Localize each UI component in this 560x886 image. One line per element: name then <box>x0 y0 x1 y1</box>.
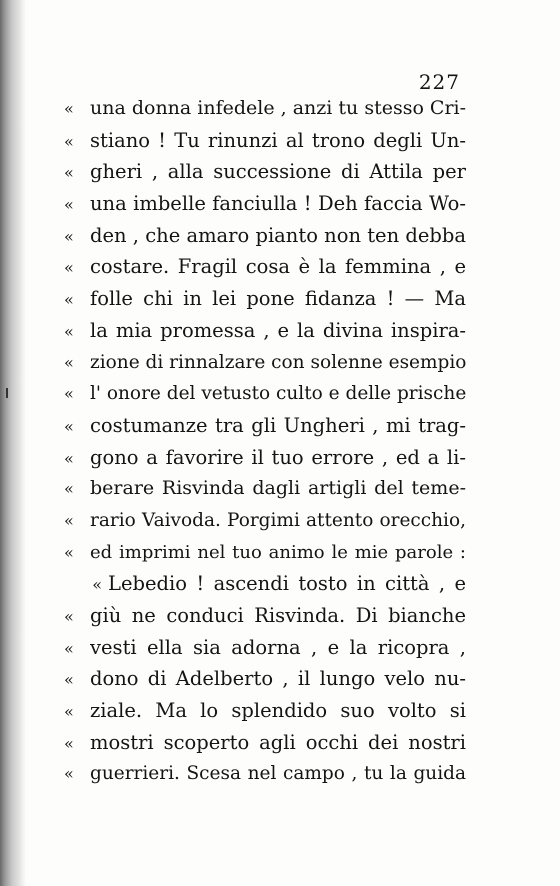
line-text: gheri , alla successione di Attila per <box>90 160 466 184</box>
text-line <box>64 568 466 600</box>
guillemet-mark: « <box>64 226 74 246</box>
line-text: guerrieri. Scesa nel campo , tu la guida <box>90 763 466 785</box>
guillemet-mark: « <box>64 163 74 183</box>
text-line <box>64 727 466 759</box>
guillemet-mark: « <box>64 733 74 753</box>
text-line <box>64 410 466 442</box>
line-text: ziale. Ma lo splendido suo volto si <box>90 699 466 723</box>
text-line <box>64 473 466 505</box>
guillemet-mark: « <box>64 416 74 436</box>
line-text: zione di rinnalzare con solenne esempio <box>90 351 466 373</box>
line-text: berare Risvinda dagli artigli del teme- <box>90 477 466 500</box>
guillemet-mark: « <box>64 99 74 118</box>
line-text: la mia promessa , e la divina inspira- <box>90 318 466 342</box>
text-line <box>64 442 466 474</box>
text-line <box>64 632 466 664</box>
guillemet-mark: « <box>64 131 74 151</box>
text-line <box>64 378 466 410</box>
guillemet-mark: « <box>64 670 74 690</box>
line-text: una imbelle fanciulla ! Deh faccia Wo- <box>90 192 466 216</box>
line-text: rario Vaivoda. Porgimi attento orecchio, <box>90 509 466 531</box>
line-text: Lebedio ! ascendi tosto in città , e <box>108 572 466 596</box>
text-line <box>64 505 466 537</box>
guillemet-mark: « <box>64 702 74 722</box>
line-text: ed imprimi nel tuo animo le mie parole : <box>90 541 466 563</box>
guillemet-mark: « <box>64 258 74 278</box>
guillemet-mark: « <box>92 575 102 595</box>
line-text: una donna infedele , anzi tu stesso Cri- <box>90 97 466 119</box>
guillemet-mark: « <box>64 384 74 404</box>
page-number: 227 <box>418 70 460 94</box>
guillemet-mark: « <box>64 195 74 215</box>
line-text: dono di Adelberto , il lungo velo nu- <box>90 667 466 691</box>
text-line <box>64 600 466 632</box>
text-line <box>64 251 466 283</box>
guillemet-mark: « <box>64 479 74 499</box>
guillemet-mark: « <box>64 448 74 468</box>
text-line <box>64 188 466 220</box>
line-text: giù ne conduci Risvinda. Di bianche <box>90 604 466 627</box>
text-line <box>64 537 466 569</box>
text-line <box>64 663 466 695</box>
line-text: vesti ella sia adorna , e la ricopra , <box>90 635 466 659</box>
text-line <box>64 283 466 315</box>
text-line <box>64 93 466 125</box>
line-text: l' onore del vetusto culto e delle prische <box>90 383 466 405</box>
guillemet-mark: « <box>64 290 74 310</box>
text-line <box>64 315 466 347</box>
text-line <box>64 156 466 188</box>
text-line <box>64 695 466 727</box>
text-line <box>64 220 466 252</box>
page-gutter-shadow <box>0 0 26 886</box>
line-text: costumanze tra gli Ungheri , mi trag- <box>90 413 466 437</box>
gutter-mark <box>6 388 8 398</box>
line-text: costare. Fragil cosa è la femmina , e <box>90 255 466 279</box>
guillemet-mark: « <box>64 607 74 626</box>
guillemet-mark: « <box>64 764 74 784</box>
text-body <box>64 93 466 790</box>
guillemet-mark: « <box>64 638 74 658</box>
text-line <box>64 758 466 790</box>
line-text: gono a favorire il tuo errore , ed a li- <box>90 445 466 469</box>
guillemet-mark: « <box>64 510 74 530</box>
line-text: den , che amaro pianto non ten debba <box>90 223 466 247</box>
guillemet-mark: « <box>64 321 74 341</box>
guillemet-mark: « <box>64 352 74 372</box>
line-text: mostri scoperto agli occhi dei nostri <box>90 730 466 754</box>
guillemet-mark: « <box>64 542 74 562</box>
line-text: stiano ! Tu rinunzi al trono degli Un- <box>90 128 466 152</box>
line-text: folle chi in lei pone fidanza ! — Ma <box>90 287 466 311</box>
text-line <box>64 347 466 379</box>
text-line <box>64 125 466 157</box>
